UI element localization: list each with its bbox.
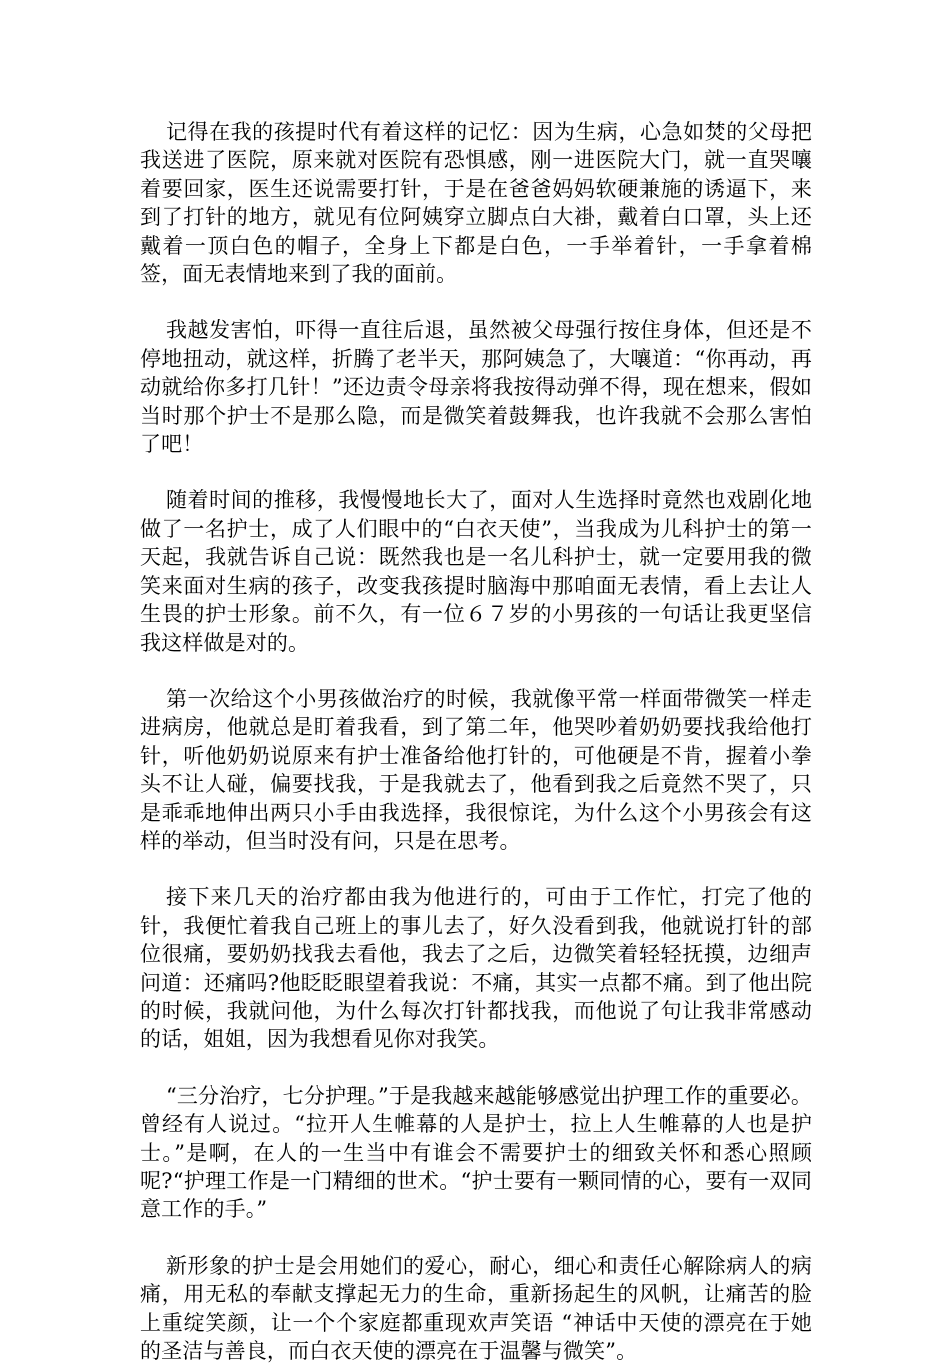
- paragraph-childhood-memory: 记得在我的孩提时代有着这样的记忆：因为生病，心急如焚的父母把我送进了医院，原来就对医院有恐惧感，刚一进医院大门，就一直哭嚷着要回家，医生还说需要打针，于是在爸爸妈妈软硬兼施的诱逼下，来到了打针的地方，就见有位阿姨穿立脚点白大褂，戴着白口罩，头上还戴着一顶白色的帽子，全身上下都是白色，一手举着针，一手拿着棉签，面无表情地来到了我的面前。: [140, 120, 812, 287]
- document-body: [140, 118, 812, 1365]
- paragraph-nursing-importance: “三分治疗，七分护理。”于是我越来越能够感觉出护理工作的重要必。曾经有人说过。“拉开人生帷幕的人是护士，拉上人生帷幕的人也是护士。”是啊，在人的一生当中有谁会不需要护士的细致关怀和悉心照顾呢?“护理工作是一门精细的世术。“护士要有一颗同情的心，要有一双同意工作的手。”: [140, 1083, 812, 1222]
- paragraph-fear-of-injection: 我越发害怕，吓得一直往后退，虽然被父母强行按住身体，但还是不停地扭动，就这样，折腾了老半天，那阿姨急了，大嚷道：“你再动，再动就给你多打几针！”还边责令母亲将我按得动弹不得，现在想来，假如当时那个护士不是那么隐，而是微笑着鼓舞我，也许我就不会那么害怕了吧！: [140, 318, 812, 457]
- paragraph-becoming-nurse: 随着时间的推移，我慢慢地长大了，面对人生选择时竟然也戏剧化地做了一名护士，成了人们眼中的“白衣天使”，当我成为儿科护士的第一天起，我就告诉自己说：既然我也是一名儿科护士，就一定要用我的微笑来面对生病的孩子，改变我孩提时脑海中那咱面无表情，看上去让人生畏的护士形象。前不久，有一位６７岁的小男孩的一句话让我更坚信我这样做是对的。: [140, 488, 812, 655]
- paragraph-treatment-days: 接下来几天的治疗都由我为他进行的，可由于工作忙，打完了他的针，我便忙着我自己班上的事儿去了，好久没看到我，他就说打针的部位很痛，要奶奶找我去看他，我去了之后，边微笑着轻轻抚摸，边细声问道：还痛吗?他眨眨眼望着我说：不痛，其实一点都不痛。到了他出院的时候，我就问他，为什么每次打针都找我，而他说了句让我非常感动的话，姐姐，因为我想看见你对我笑。: [140, 885, 812, 1052]
- paragraph-new-image-nurse: 新形象的护士是会用她们的爱心，耐心，细心和责任心解除病人的病痛，用无私的奉献支撑起无力的生命，重新扬起生的风帆，让痛苦的脸上重绽笑颜，让一个个家庭都重现欢声笑语 “神话中天使的漂亮在于她的圣洁与善良，而白衣天使的漂亮在于温馨与微笑”。: [140, 1253, 812, 1364]
- paragraph-little-boy: 第一次给这个小男孩做治疗的时候，我就像平常一样面带微笑一样走进病房，他就总是盯着我看，到了第二年，他哭吵着奶奶要找我给他打针，听他奶奶说原来有护士准备给他打针的，可他硬是不肯，握着小拳头不让人碰，偏要找我，于是我就去了，他看到我之后竟然不哭了，只是乖乖地伸出两只小手由我选择，我很惊诧，为什么这个小男孩会有这样的举动，但当时没有问，只是在思考。: [140, 686, 812, 853]
